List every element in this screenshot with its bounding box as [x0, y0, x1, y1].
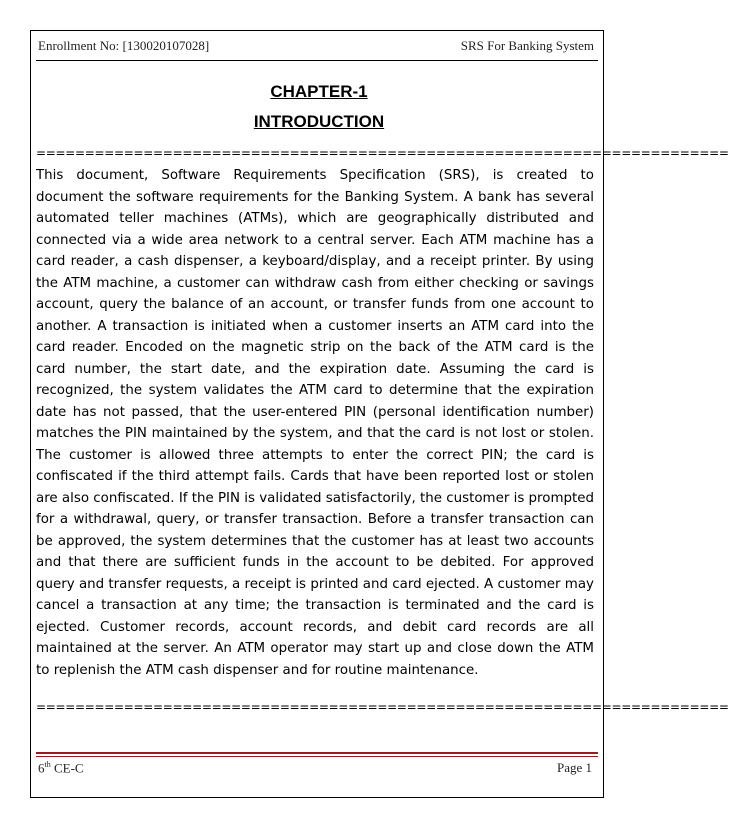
footer-rule-thin: [36, 756, 598, 757]
page-number: Page 1: [556, 760, 592, 775]
document-name: SRS For Banking System: [460, 38, 594, 53]
semester-number: 6: [38, 760, 45, 776]
footer-rule: [36, 752, 598, 754]
body-paragraph: This document, Software Requirements Specification (SRS), is created to document the software requirements for the Banking System. A bank has several automated teller machines (ATMs), which are geographically distributed and connected via a wide area network to a central server. Each ATM machine has a card reader, a cash dispenser, a keyboard/display, and a receipt printer. By using the ATM machine, a customer can withdraw cash from either checking or savings account, query the balance of an account, or transfer funds from one account to another. A transaction is initiated when a customer inserts an ATM card into the card reader. Encoded on the magnetic strip on the back of the ATM card is the card number, the start date, and the expiration date. Assuming the card is recognized, the system validates the ATM card to determine that the expiration date has not passed, that the user-entered PIN (personal identification number) matches the PIN maintained by the system, and that the card is not lost or stolen. The customer is allowed three attempts to enter the correct PIN; the card is confiscated if the third attempt fails. Cards that have been reported lost or stolen are also confiscated. If the PIN is validated satisfactorily, the customer is prompted for a withdrawal, query, or transfer transaction. Before a transfer transaction can be approved, the system determines that the customer has at least two accounts and that there are sufficient funds in the account to be debited. For approved query and transfer requests, a receipt is printed and card ejected. A customer may cancel a transaction at any time; the transaction is terminated and the card is ejected. Customer records, account records, and debit card records are all maintained at the server. An ATM operator may start up and close down the ATM to replenish the ATM cash dispenser and for routine maintenance.: [36, 168, 594, 678]
page-header: [38, 38, 598, 58]
semester-class: CE-C: [50, 760, 84, 776]
section-title: INTRODUCTION: [253, 112, 385, 131]
enrollment-number: Enrollment No: [130020107028]: [38, 38, 210, 53]
semester-label: [38, 760, 84, 776]
chapter-title: CHAPTER-1: [270, 82, 368, 101]
semester-suffix: th: [44, 760, 51, 769]
page-footer: [38, 760, 596, 780]
separator-bottom: =======================================================================: [36, 700, 729, 714]
separator-top: =======================================================================: [36, 146, 729, 160]
header-rule: [36, 60, 598, 61]
